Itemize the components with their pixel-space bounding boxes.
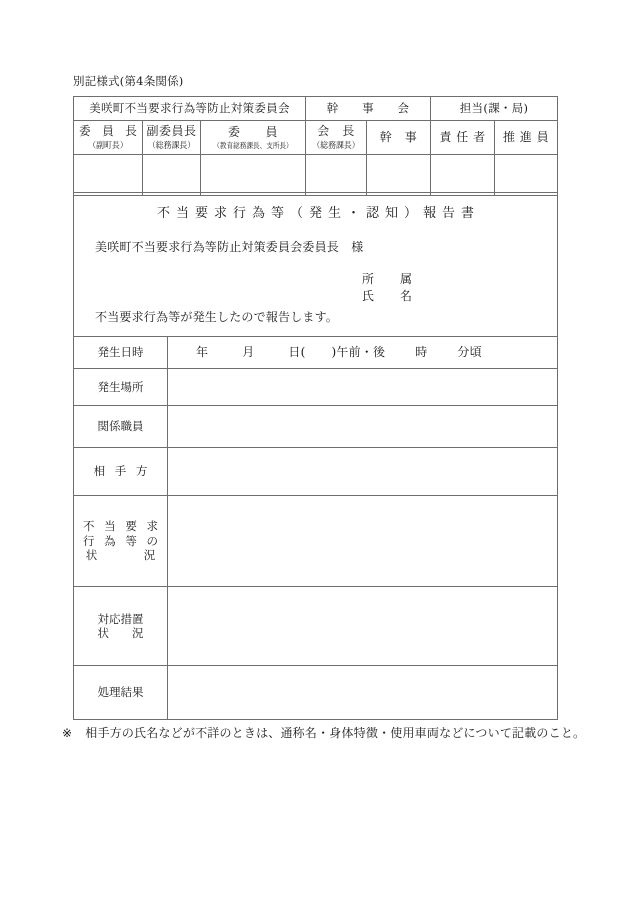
document-title: 不当要求行為等（発生・認知）報告書: [156, 206, 480, 221]
stamp-col-vice-chairman-title: 副委員長: [146, 124, 197, 139]
row-value-staff-involved[interactable]: [168, 406, 558, 448]
stamp-col-secretary: [367, 121, 431, 155]
date-month: 月: [242, 345, 255, 359]
row-label-situation-line1: 不 当 要 求: [83, 519, 161, 534]
stamp-col-president-title: 会 長: [317, 124, 355, 139]
stamp-group-secretariat: 幹 事 会: [306, 97, 431, 121]
stamp-box-chairman[interactable]: [74, 155, 143, 196]
stamp-box-promoter[interactable]: [495, 155, 558, 196]
stamp-col-member-title: 委 員: [227, 125, 278, 139]
stamp-col-vice-chairman-subtitle: （総務課長）: [147, 140, 196, 151]
date-minute: 分頃: [457, 345, 482, 359]
stamp-box-responsible[interactable]: [431, 155, 495, 196]
row-label-staff-involved-text: 関係職員: [97, 419, 144, 434]
table-row: [74, 337, 558, 369]
intro-row: [74, 193, 558, 337]
row-label-occurrence-datetime-text: 発生日時: [97, 345, 144, 360]
row-label-staff-involved: [74, 406, 168, 448]
row-label-counterparty: [74, 448, 168, 496]
row-value-counterparty[interactable]: [168, 448, 558, 496]
statement-line: 不当要求行為等が発生したので報告します。: [95, 310, 339, 324]
stamp-col-member-subtitle: （教育総務課長、支所長）: [213, 141, 293, 150]
stamp-col-secretary-title: 幹 事: [379, 130, 418, 144]
stamp-col-responsible: [431, 121, 495, 155]
stamp-title-row: [74, 121, 558, 155]
stamp-box-president[interactable]: [306, 155, 367, 196]
stamp-box-vice-chairman[interactable]: [143, 155, 201, 196]
row-label-situation-line2: 行 為 等 の: [83, 533, 161, 548]
stamp-group-department: 担当(課・局): [431, 97, 558, 121]
row-label-counterparty-text: 相 手 方: [93, 464, 151, 479]
row-value-occurrence-place[interactable]: [168, 369, 558, 406]
row-label-situation-line3: 状 況: [85, 548, 159, 563]
stamp-col-promoter-title: 推 進 員: [502, 130, 550, 144]
table-row: [74, 496, 558, 587]
stamp-col-member: [201, 121, 306, 155]
row-label-response-measures-line1: 対応措置: [97, 611, 144, 626]
table-row: [74, 448, 558, 496]
date-day-close: )午前・後: [331, 345, 386, 359]
table-row: [74, 369, 558, 406]
row-label-occurrence-place: [74, 369, 168, 406]
row-label-response-measures-line2: 状 況: [97, 626, 144, 640]
form-code-label: 別記様式(第4条関係): [73, 74, 184, 88]
signer-name-label: 氏 名: [362, 289, 420, 304]
stamp-box-member[interactable]: [201, 155, 306, 196]
stamp-col-chairman-subtitle: （副町長）: [88, 140, 128, 151]
stamp-group-row: [74, 97, 558, 121]
stamp-col-president: [306, 121, 367, 155]
row-label-situation: [74, 496, 168, 587]
approval-stamp-table: [73, 96, 558, 196]
date-year: 年: [196, 345, 209, 359]
row-label-result-text: 処理結果: [97, 685, 144, 700]
stamp-col-chairman-title: 委 員 長: [79, 124, 137, 139]
stamp-signature-row: [74, 155, 558, 196]
stamp-col-responsible-title: 責 任 者: [439, 130, 486, 144]
date-day: 日(: [288, 345, 306, 359]
row-value-response-measures[interactable]: [168, 587, 558, 666]
signer-affiliation-label: 所 属: [362, 272, 420, 286]
footnote: [62, 724, 585, 741]
date-hour: 時: [415, 345, 428, 359]
intro-block: [74, 193, 558, 337]
addressee-line: 美咲町不当要求行為等防止対策委員会委員長 様: [95, 240, 364, 254]
footnote-text: 相手方の氏名などが不詳のときは、通称名・身体特徴・使用車両などについて記載のこと。: [85, 726, 586, 740]
row-value-result[interactable]: [168, 666, 558, 720]
stamp-col-promoter: [495, 121, 558, 155]
stamp-group-committee: 美咲町不当要求行為等防止対策委員会: [74, 97, 306, 121]
date-template: [168, 345, 557, 360]
row-label-response-measures: [74, 587, 168, 666]
stamp-col-president-subtitle: （総務課長）: [312, 140, 360, 151]
row-label-result: [74, 666, 168, 720]
row-value-situation[interactable]: [168, 496, 558, 587]
stamp-col-vice-chairman: [143, 121, 201, 155]
table-row: [74, 587, 558, 666]
footnote-mark-icon: ※: [62, 726, 73, 740]
row-value-occurrence-datetime[interactable]: [168, 337, 558, 369]
table-row: [74, 406, 558, 448]
row-label-occurrence-datetime: [74, 337, 168, 369]
stamp-box-secretary[interactable]: [367, 155, 431, 196]
row-label-occurrence-place-text: 発生場所: [97, 379, 144, 394]
table-row: [74, 666, 558, 720]
report-body-table: [73, 192, 558, 720]
signer-block: [355, 271, 419, 305]
stamp-col-chairman: [74, 121, 143, 155]
